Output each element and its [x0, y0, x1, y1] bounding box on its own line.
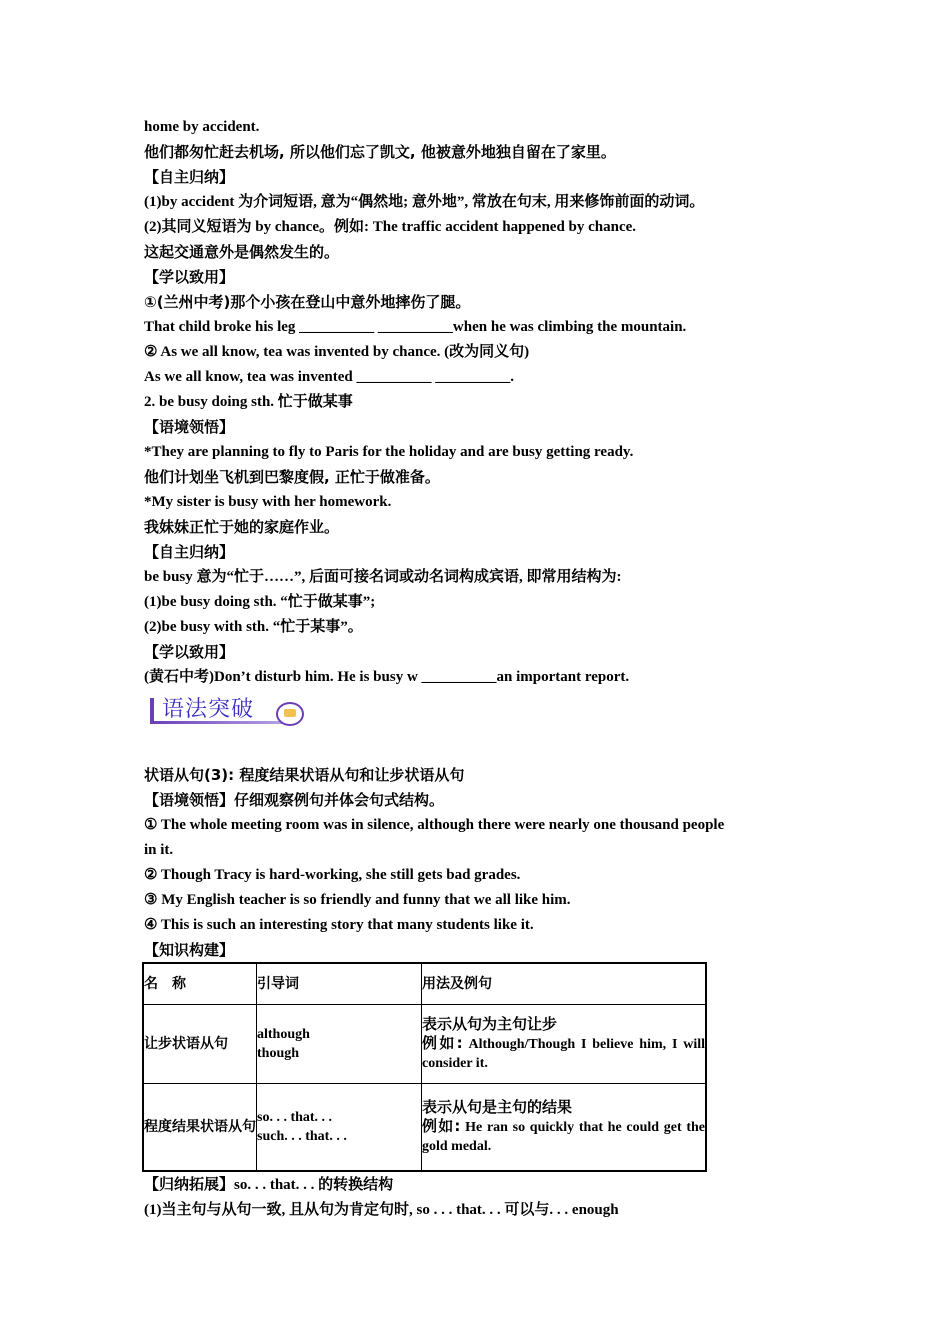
- table-header: 名 称: [143, 963, 257, 1005]
- example-sentence: ② Though Tracy is hard-working, she still gets bad grades.: [144, 867, 521, 883]
- example-label: 例如:: [422, 1117, 461, 1135]
- conjunction: so. . . that. . .: [257, 1110, 333, 1125]
- section-heading: 【自主归纳】: [144, 168, 235, 186]
- exercise-blank: As we all know, tea was invented __________ __________.: [144, 369, 515, 385]
- text-line: 这起交通意外是偶然发生的。: [144, 243, 340, 261]
- book-icon: [276, 702, 304, 726]
- section-heading: 【语境领悟】仔细观察例句并体会句式结构。: [144, 791, 445, 809]
- table-header-row: [143, 963, 706, 1005]
- text-line: (1)by accident 为介词短语, 意为“偶然地; 意外地”, 常放在句末, 用来修饰前面的动词。: [144, 194, 705, 210]
- text-line: (1)当主句与从句一致, 且从句为肯定句时, so . . . that. . . 可以与. . . enough: [144, 1202, 619, 1218]
- conjunctions: [257, 1084, 422, 1172]
- table-header: 引导词: [257, 963, 422, 1005]
- table-row: [143, 1005, 706, 1084]
- point-heading: 2. be busy doing sth. 忙于做某事: [144, 394, 353, 410]
- knowledge-table: [142, 962, 707, 1172]
- example-sentence: ① The whole meeting room was in silence, although there were nearly one thousand people: [144, 817, 725, 833]
- section-heading: 【学以致用】: [144, 643, 235, 661]
- example-label: 例如:: [422, 1034, 463, 1052]
- exercise-blank: That child broke his leg __________ __________when he was climbing the mountain.: [144, 319, 687, 335]
- example-text: Although/Though I believe him, I will consider it.: [422, 1037, 706, 1071]
- example-sentence: in it.: [144, 842, 174, 858]
- text-line: 他们都匆忙赶去机场, 所以他们忘了凯文, 他被意外地独自留在了家里。: [144, 143, 616, 161]
- exercise-prompt: ② As we all know, tea was invented by chance. (改为同义句): [144, 344, 530, 360]
- section-heading: 【语境领悟】: [144, 418, 235, 436]
- usage-example: [422, 1117, 705, 1156]
- usage-example: [422, 1034, 705, 1073]
- section-heading: 【自主归纳】: [144, 543, 235, 561]
- table-header: 用法及例句: [422, 963, 707, 1005]
- usage-text: 表示从句是主句的结果: [422, 1098, 573, 1116]
- grammar-title: 状语从句(3): 程度结果状语从句和让步状语从句: [144, 766, 465, 784]
- text-line: be busy 意为“忙于……”, 后面可接名词或动名词构成宾语, 即常用结构为:: [144, 569, 622, 585]
- grammar-section-badge: [150, 692, 302, 732]
- conjunction: though: [257, 1046, 300, 1061]
- example-sentence: *My sister is busy with her homework.: [144, 494, 392, 510]
- example-sentence: ③ My English teacher is so friendly and funny that we all like him.: [144, 892, 571, 908]
- text-line: (2)be busy with sth. “忙于某事”。: [144, 619, 363, 635]
- example-text: He ran so quickly that he could get the gold medal.: [422, 1120, 706, 1154]
- example-sentence: ④ This is such an interesting story that many students like it.: [144, 917, 534, 933]
- exercise-prompt: ①(兰州中考)那个小孩在登山中意外地摔伤了腿。: [144, 293, 471, 311]
- clause-name: 程度结果状语从句: [143, 1084, 257, 1172]
- section-heading: 【归纳拓展】so. . . that. . . 的转换结构: [144, 1177, 394, 1193]
- conjunction: such. . . that. . .: [257, 1129, 347, 1144]
- usage-cell: [422, 1005, 707, 1084]
- text-line: 他们计划坐飞机到巴黎度假, 正忙于做准备。: [144, 468, 440, 486]
- section-heading: 【知识构建】: [144, 941, 235, 959]
- badge-label: 语法突破: [162, 697, 255, 722]
- usage-cell: [422, 1084, 707, 1172]
- table-row: [143, 1084, 706, 1172]
- conjunctions: [257, 1005, 422, 1084]
- example-sentence: *They are planning to fly to Paris for the holiday and are busy getting ready.: [144, 444, 634, 460]
- text-line: 我妹妹正忙于她的家庭作业。: [144, 518, 340, 536]
- text-line: (2)其同义短语为 by chance。例如: The traffic accident happened by chance.: [144, 219, 637, 235]
- text-line: (1)be busy doing sth. “忙于做某事”;: [144, 594, 376, 610]
- conjunction: although: [257, 1027, 310, 1042]
- clause-name: 让步状语从句: [143, 1005, 257, 1084]
- text-line: home by accident.: [144, 119, 260, 135]
- exercise-blank: (黄石中考)Don’t disturb him. He is busy w __________an important report.: [144, 669, 630, 685]
- usage-text: 表示从句为主句让步: [422, 1015, 558, 1033]
- section-heading: 【学以致用】: [144, 268, 235, 286]
